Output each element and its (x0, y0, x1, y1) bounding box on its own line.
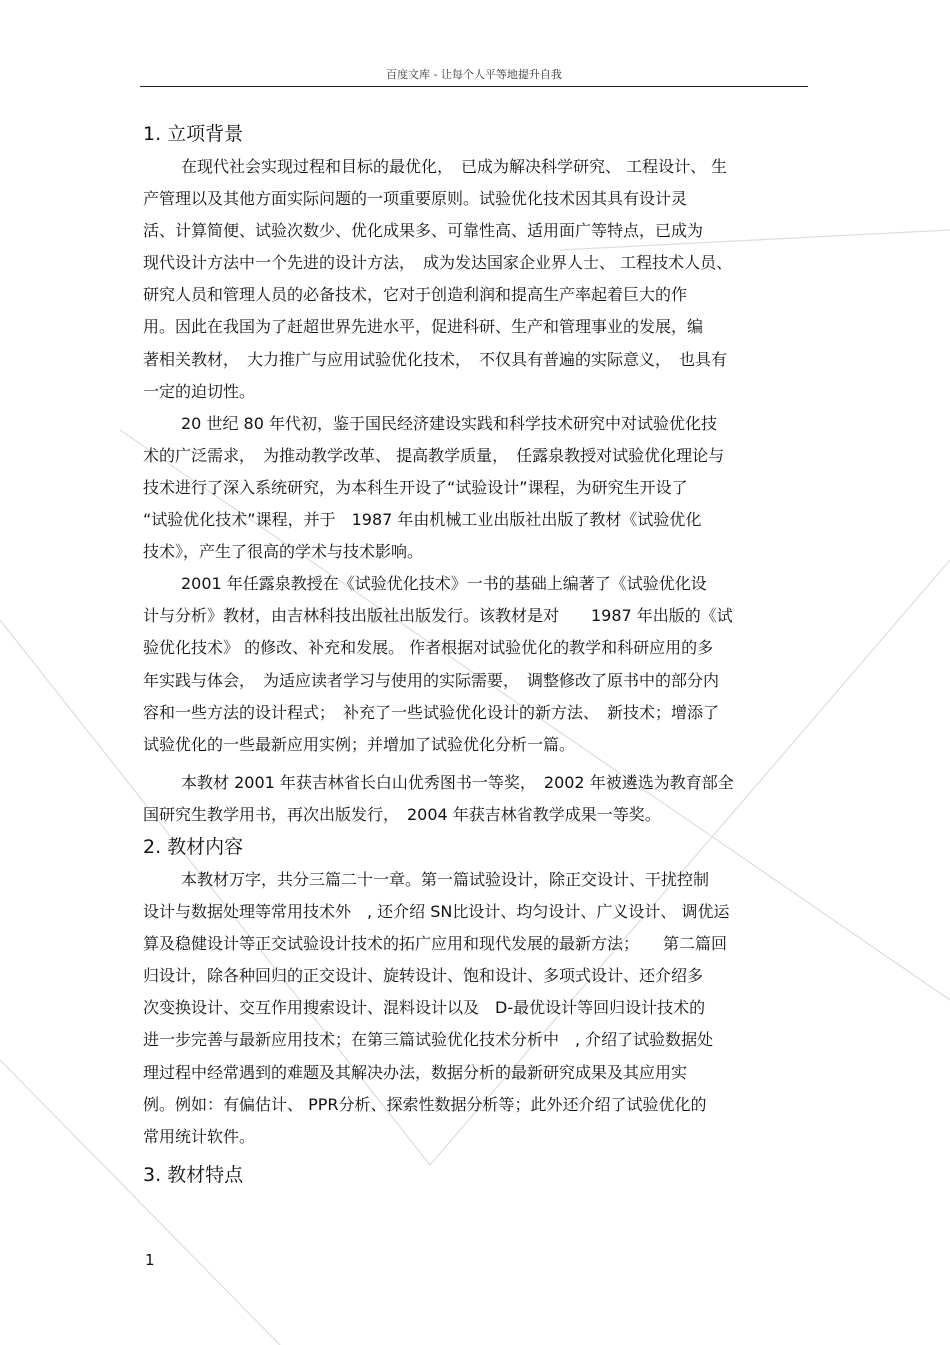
document-body (143, 118, 807, 1192)
text-line: 术的广泛需求， 为推动教学改革、 提高教学质量， 任露泉教授对试验优化理论与 (143, 445, 725, 465)
section-heading: 2. 教材内容 (143, 835, 244, 858)
text-line: 技术进行了深入系统研究，为本科生开设了“试验设计”课程，为研究生开设了 (143, 477, 688, 497)
text-line: 活、计算简便、试验次数少、优化成果多、可靠性高、适用面广等特点，已成为 (143, 221, 704, 241)
page-header (140, 62, 808, 87)
section-heading: 3. 教材特点 (143, 1163, 244, 1186)
text-line: 理过程中经常遇到的难题及其解决办法，数据分析的最新研究成果及其应用实 (143, 1062, 688, 1082)
text-line: 国研究生教学用书，再次出版发行， 2004 年获吉林省教学成果一等奖。 (143, 804, 661, 824)
text-line: 进一步完善与最新应用技术；在第三篇试验优化技术分析中 , 介绍了试验数据处 (143, 1030, 714, 1050)
text-line: 验优化技术》 的修改、补充和发展。 作者根据对试验优化的教学和科研应用的多 (143, 638, 714, 658)
text-line: 算及稳健设计等正交试验设计技术的拓广应用和现代发展的最新方法； 第二篇回 (143, 934, 728, 954)
text-line: 常用统计软件。 (143, 1126, 256, 1146)
text-line: 归设计，除各种回归的正交设计、旋转设计、饱和设计、多项式设计、还介绍多 (143, 966, 704, 986)
paragraph (143, 864, 807, 1153)
paragraph (143, 767, 807, 831)
text-line: 次变换设计、交互作用搜索设计、混料设计以及 D-最优设计等回归设计技术的 (143, 998, 706, 1018)
section-heading: 1. 立项背景 (143, 123, 244, 145)
text-line: 年实践与体会， 为适应读者学习与使用的实际需要， 调整修改了原书中的部分内 (143, 670, 720, 690)
paragraph (143, 408, 807, 568)
text-line: 现代设计方法中一个先进的设计方法， 成为发达国家企业界人士、 工程技术人员、 (143, 253, 733, 273)
text-line: 20 世纪 80 年代初，鉴于国民经济建设实践和科学技术研究中对试验优化技 (181, 413, 717, 433)
header-text: 百度文库 - 让每个人平等地提升自我 (386, 68, 562, 81)
text-line: 研究人员和管理人员的必备技术，它对于创造利润和提高生产率起着巨大的作 (143, 285, 688, 305)
paragraph (143, 568, 807, 761)
text-line: 计与分析》教材，由吉林科技出版社出版发行。该教材是对 1987 年出版的《试 (143, 606, 733, 626)
text-line: 技术》，产生了很高的学术与技术影响。 (143, 542, 424, 562)
text-line: 例。例如：有偏估计、 PPR分析、探索性数据分析等；此外还介绍了试验优化的 (143, 1094, 707, 1114)
text-line: “试验优化技术”课程，并于 1987 年由机械工业出版社出版了教材《试验优化 (143, 510, 702, 530)
paragraph (143, 151, 807, 408)
text-line: 用。因此在我国为了赶超世界先进水平，促进科研、生产和管理事业的发展，编 (143, 317, 704, 337)
text-line: 试验优化的一些最新应用实例；并增加了试验优化分析一篇。 (143, 734, 576, 754)
text-line: 设计与数据处理等常用技术外 , 还介绍 SN比设计、均匀设计、广义设计、 调优运 (143, 902, 730, 922)
text-line: 本教材万字，共分三篇二十一章。第一篇试验设计，除正交设计、干扰控制 (181, 869, 710, 889)
text-line: 本教材 2001 年获吉林省长白山优秀图书一等奖， 2002 年被遴选为教育部全 (181, 772, 734, 792)
page-number: 1 (145, 1251, 155, 1269)
text-line: 一定的迫切性。 (143, 381, 256, 401)
text-line: 容和一些方法的设计程式； 补充了一些试验优化设计的新方法、 新技术；增添了 (143, 702, 720, 722)
text-line: 在现代社会实现过程和目标的最优化， 已成为解决科学研究、 工程设计、 生 (181, 157, 728, 176)
text-line: 2001 年任露泉教授在《试验优化技术》一书的基础上编著了《试验优化设 (181, 574, 707, 594)
text-line: 产管理以及其他方面实际问题的一项重要原则。试验优化技术因其具有设计灵 (143, 189, 688, 209)
text-line: 著相关教材， 大力推广与应用试验优化技术， 不仅具有普遍的实际意义， 也具有 (143, 349, 728, 369)
